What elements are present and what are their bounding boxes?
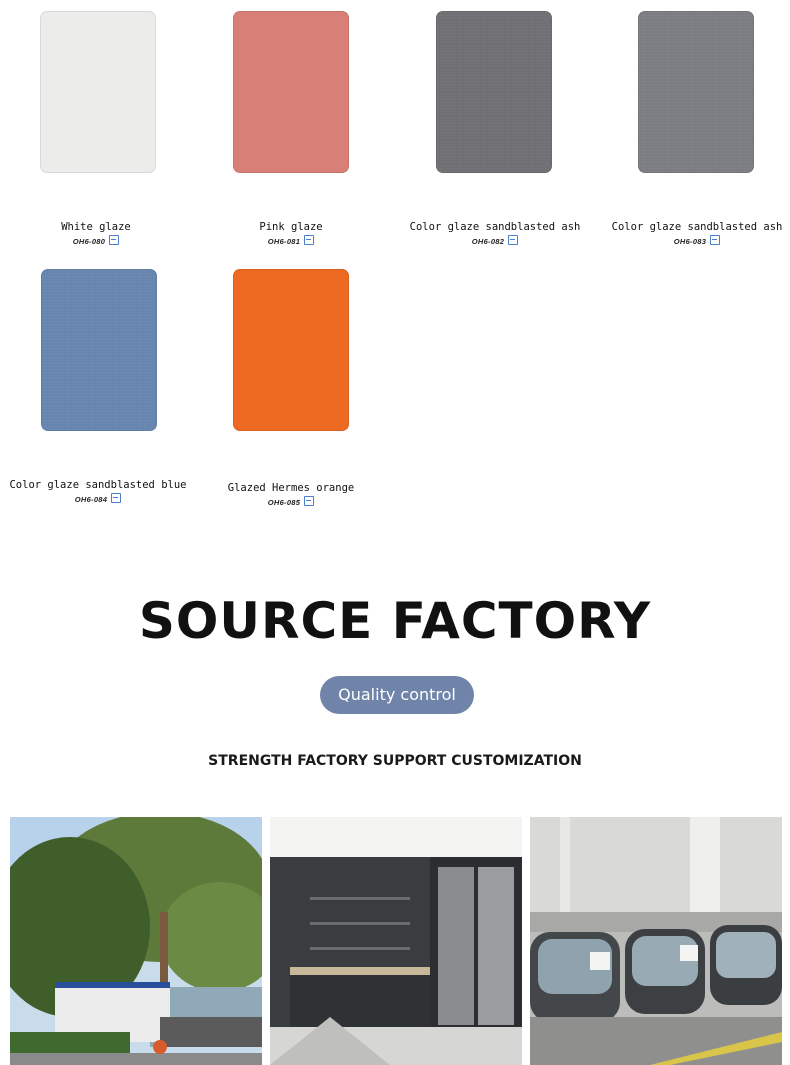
- swatch-code: [0, 235, 206, 246]
- swatch-code: [181, 496, 401, 507]
- swatch-sandblasted-ash-1[interactable]: [436, 11, 552, 173]
- production-line-photo: [530, 817, 782, 1065]
- swatch-code-icon: [304, 496, 314, 506]
- swatch-code-text: OH6-085: [267, 498, 301, 507]
- swatch-hermes-orange[interactable]: [233, 269, 349, 431]
- swatch-name: Pink glaze: [259, 221, 323, 233]
- swatch-code: [181, 235, 401, 246]
- swatch-sandblasted-blue[interactable]: [41, 269, 157, 431]
- swatch-code-icon: [304, 235, 314, 245]
- swatch-sandblasted-ash-2[interactable]: [638, 11, 754, 173]
- swatch-white-glaze[interactable]: [40, 11, 156, 173]
- swatch-code: [385, 235, 605, 246]
- swatch-code-text: OH6-082: [471, 237, 505, 246]
- swatch-code-icon: [109, 235, 119, 245]
- swatch-code-text: OH6-083: [673, 237, 707, 246]
- swatch-code: [0, 493, 208, 504]
- showroom-cabinet-photo: [270, 817, 522, 1065]
- swatch-name: Color glaze sandblasted ash: [409, 221, 581, 233]
- swatch-name: Color glaze sandblasted blue: [9, 479, 187, 491]
- swatch-name: White glaze: [61, 221, 131, 233]
- factory-exterior-photo: [10, 817, 262, 1065]
- quality-control-badge[interactable]: Quality control: [320, 676, 474, 714]
- swatch-code-text: OH6-081: [267, 237, 301, 246]
- swatch-pink-glaze[interactable]: [233, 11, 349, 173]
- tagline: STRENGTH FACTORY SUPPORT CUSTOMIZATION: [208, 753, 582, 769]
- swatch-code-text: OH6-084: [74, 495, 108, 504]
- swatch-code-icon: [111, 493, 121, 503]
- swatch-code-icon: [508, 235, 518, 245]
- swatch-name: Color glaze sandblasted ash: [611, 221, 783, 233]
- swatch-code: [587, 235, 790, 246]
- section-title: SOURCE FACTORY: [138, 592, 652, 650]
- swatch-code-text: OH6-080: [72, 237, 106, 246]
- swatch-name: Glazed Hermes orange: [227, 482, 355, 494]
- swatch-code-icon: [710, 235, 720, 245]
